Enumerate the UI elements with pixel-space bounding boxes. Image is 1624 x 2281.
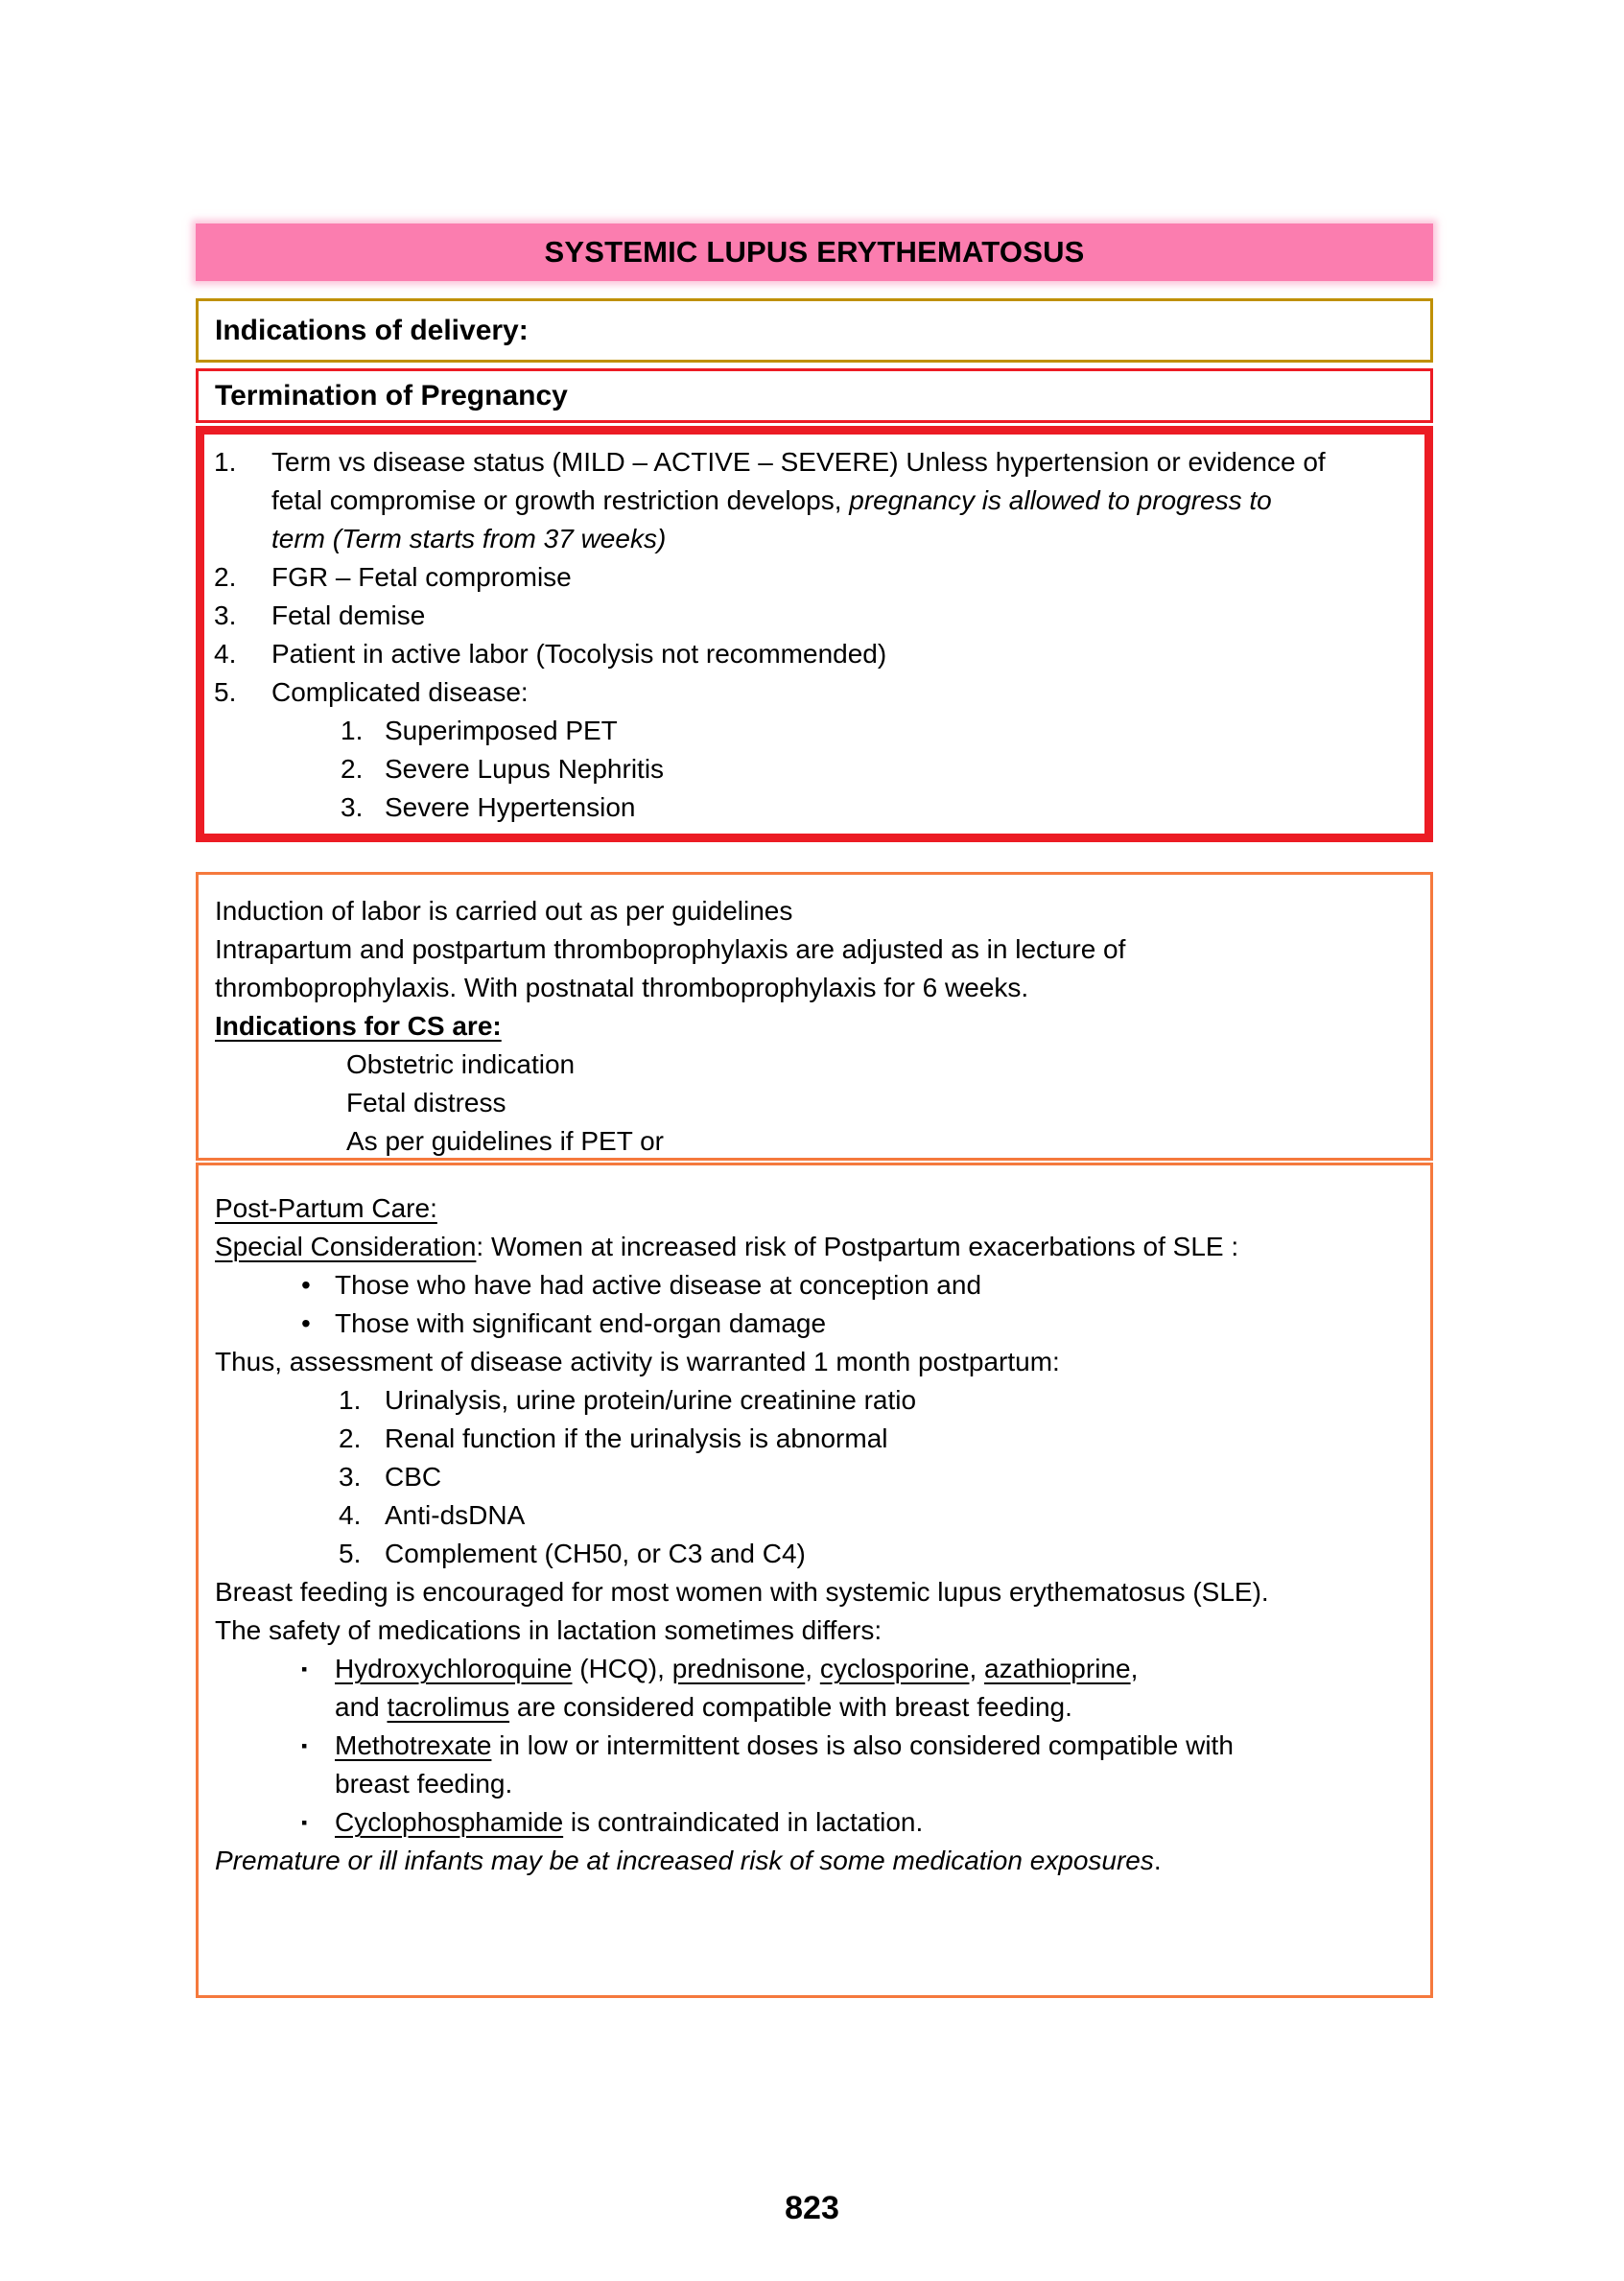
paragraph-line: Induction of labor is carried out as per guidelines <box>215 896 793 926</box>
drug-line <box>335 1727 1234 1765</box>
list-item-text: Complement (CH50, or C3 and C4) <box>385 1539 806 1568</box>
indications-of-delivery-box <box>196 298 1433 363</box>
list-marker: 1. <box>339 1385 362 1415</box>
drug-name: Cyclophosphamide <box>335 1807 564 1837</box>
bullet-marker: • <box>301 1308 311 1338</box>
indications-heading: Indications of delivery: <box>215 314 529 346</box>
premature-note-text: Premature or ill infants may be at increased risk of some medication exposures <box>215 1846 1154 1875</box>
drug-name: tacrolimus <box>387 1692 510 1722</box>
cs-item: Fetal distress <box>346 1088 506 1117</box>
drug-text: (HCQ), <box>572 1654 672 1683</box>
drug-bullet-item <box>301 1803 1409 1842</box>
drug-text: is contraindicated in lactation. <box>563 1807 924 1837</box>
list-item-text: CBC <box>385 1462 442 1492</box>
special-consideration-label: Special Consideration <box>215 1232 477 1261</box>
list-marker: 2. <box>339 1423 362 1453</box>
drug-line <box>335 1803 923 1842</box>
list-item <box>214 673 1403 712</box>
list-item-text: Fetal demise <box>271 600 426 630</box>
list-marker: 5. <box>339 1539 362 1568</box>
bullet-text: Those who have had active disease at conception and <box>335 1270 982 1300</box>
bullet-item <box>301 1266 1409 1305</box>
drug-name: prednisone <box>671 1654 806 1683</box>
drug-bullet-continuation: breast feeding. <box>335 1769 513 1799</box>
list-item-text: Term vs disease status (MILD – ACTIVE – SEVERE) Unless hypertension or evidence of <box>271 447 1326 477</box>
list-item-text: fetal compromise or growth restriction develops, <box>271 485 850 515</box>
drug-bullet-item <box>301 1650 1409 1688</box>
paragraph-line: Breast feeding is encouraged for most women with systemic lupus erythematosus (SLE). <box>215 1577 1269 1607</box>
list-marker: 5. <box>214 677 237 707</box>
drug-bullet-continuation <box>335 1688 1409 1727</box>
cs-item: As per guidelines if PET or <box>346 1126 664 1156</box>
sublist-item <box>341 712 1403 750</box>
list-item-text: Renal function if the urinalysis is abnormal <box>385 1423 888 1453</box>
termination-box <box>196 368 1433 423</box>
drug-text: are considered compatible with breast feeding. <box>509 1692 1072 1722</box>
list-marker: 1. <box>341 716 364 745</box>
drug-name: Hydroxychloroquine <box>335 1654 573 1683</box>
list-marker: 2. <box>341 754 364 784</box>
list-item-continuation <box>271 482 1403 520</box>
list-item-text: Superimposed PET <box>385 716 618 745</box>
list-item-text: Urinalysis, urine protein/urine creatinine ratio <box>385 1385 917 1415</box>
list-marker: 4. <box>339 1500 362 1530</box>
list-item-text: FGR – Fetal compromise <box>271 562 572 592</box>
square-bullet-marker: ▪ <box>301 1813 308 1832</box>
square-bullet-marker: ▪ <box>301 1736 308 1755</box>
cs-heading <box>215 1007 1409 1046</box>
page-title: SYSTEMIC LUPUS ERYTHEMATOSUS <box>544 235 1085 269</box>
list-item <box>214 558 1403 597</box>
postpartum-box <box>196 1163 1433 1998</box>
special-consideration-line <box>215 1228 1409 1266</box>
numbered-item <box>339 1496 1409 1535</box>
list-marker: 3. <box>214 600 237 630</box>
list-item-text-italic: term (Term starts from 37 weeks) <box>271 524 667 553</box>
paragraph-line: Thus, assessment of disease activity is warranted 1 month postpartum: <box>215 1347 1060 1376</box>
drug-name: cyclosporine <box>819 1654 970 1683</box>
list-item <box>214 635 1403 673</box>
bullet-marker: • <box>301 1270 311 1300</box>
list-item-text: Complicated disease: <box>271 677 529 707</box>
drug-name: Methotrexate <box>335 1730 492 1760</box>
numbered-item <box>339 1420 1409 1458</box>
paragraph-line: The safety of medications in lactation sometimes differs: <box>215 1615 883 1645</box>
list-item-text: Severe Lupus Nephritis <box>385 754 665 784</box>
list-item <box>214 443 1403 482</box>
drug-text: , <box>969 1654 985 1683</box>
postpartum-heading-text: Post-Partum Care: <box>215 1193 437 1223</box>
special-consideration-rest: : Women at increased risk of Postpartum exacerbations of SLE : <box>476 1232 1239 1261</box>
delivery-list-box <box>196 426 1433 842</box>
premature-note-period: . <box>1153 1846 1162 1875</box>
cs-item: Obstetric indication <box>346 1049 576 1079</box>
list-marker: 2. <box>214 562 237 592</box>
list-item-text: Severe Hypertension <box>385 792 636 822</box>
numbered-item <box>339 1458 1409 1496</box>
drug-bullet-item <box>301 1727 1409 1765</box>
bullet-text: Those with significant end-organ damage <box>335 1308 827 1338</box>
list-item <box>214 597 1403 635</box>
drug-text: and <box>335 1692 388 1722</box>
postpartum-heading <box>215 1189 1409 1228</box>
drug-name: azathioprine <box>984 1654 1131 1683</box>
numbered-item <box>339 1381 1409 1420</box>
page-number: 823 <box>785 2190 839 2226</box>
title-banner <box>196 223 1433 281</box>
numbered-item <box>339 1535 1409 1573</box>
drug-text: in low or intermittent doses is also considered compatible with <box>491 1730 1234 1760</box>
premature-note <box>215 1842 1409 1880</box>
list-item-text: Patient in active labor (Tocolysis not recommended) <box>271 639 887 669</box>
drug-line <box>335 1650 1138 1688</box>
drug-text: , <box>1130 1654 1139 1683</box>
list-item-text: Anti-dsDNA <box>385 1500 526 1530</box>
list-marker: 1. <box>214 447 237 477</box>
sublist-item <box>341 788 1403 827</box>
square-bullet-marker: ▪ <box>301 1659 308 1679</box>
sublist-item <box>341 750 1403 788</box>
paragraph-line: Intrapartum and postpartum thromboprophylaxis are adjusted as in lecture of <box>215 934 1126 964</box>
induction-box <box>196 872 1433 1161</box>
termination-heading: Termination of Pregnancy <box>215 379 568 412</box>
drug-text: , <box>805 1654 820 1683</box>
list-item-continuation <box>271 520 1403 558</box>
list-marker: 3. <box>341 792 364 822</box>
cs-heading-text: Indications for CS are: <box>215 1011 502 1041</box>
list-item-text-italic: pregnancy is allowed to progress to <box>849 485 1272 515</box>
list-marker: 3. <box>339 1462 362 1492</box>
list-marker: 4. <box>214 639 237 669</box>
paragraph-line: thromboprophylaxis. With postnatal thromboprophylaxis for 6 weeks. <box>215 973 1029 1002</box>
bullet-item <box>301 1305 1409 1343</box>
